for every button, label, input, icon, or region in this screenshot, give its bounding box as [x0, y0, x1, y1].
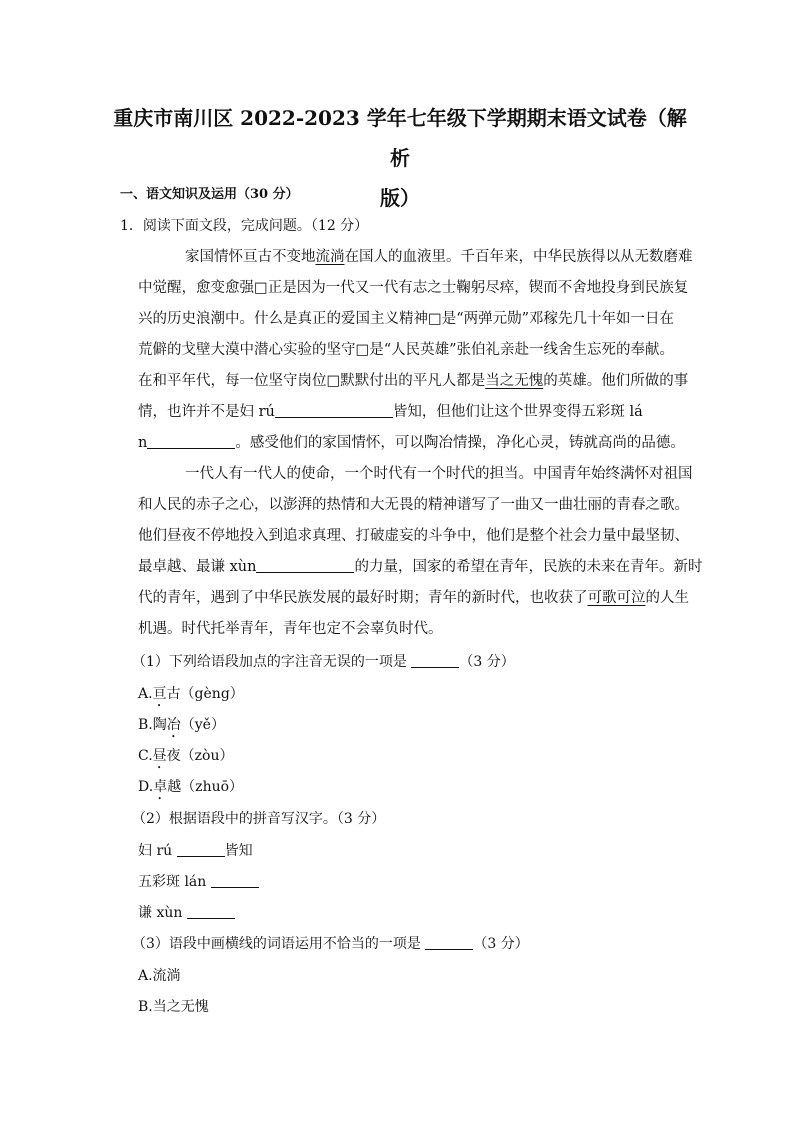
passage-line	[138, 371, 688, 391]
dotted-char: 昼	[152, 748, 167, 764]
option-letter: C.	[138, 748, 153, 764]
pinyin-prompt: 五彩斑 lán	[138, 874, 211, 890]
fill-blank[interactable]	[256, 558, 354, 573]
pinyin-item	[138, 872, 259, 892]
passage-line: 荒僻的戈壁大漠中潜心实验的坚守□是“人民英雄”张伯礼亲赴一线舍生忘死的奉献。	[138, 342, 675, 358]
pinyin-prompt: 妇 rú	[138, 843, 177, 859]
option-text: 古（gèng）	[166, 686, 244, 702]
passage-line: 和人民的赤子之心，以澎湃的热情和大无畏的精神谱写了一曲又一曲壮丽的青春之歌。	[138, 497, 689, 513]
option-c[interactable]	[138, 746, 234, 772]
stem-text: （3）语段中画横线的词语运用不恰当的一项是	[132, 936, 426, 952]
underlined-word: 可歌可泣	[587, 590, 646, 606]
dotted-char: 亘	[152, 686, 167, 702]
section-heading: 一、语文知识及运用（30 分）	[120, 187, 299, 202]
question-1-stem: 1．阅读下面文段，完成问题。（12 分）	[120, 218, 369, 234]
passage-text: 在国人的血液里。千百年来，中华民族得以从无数磨难	[344, 249, 693, 265]
passage-line	[138, 588, 689, 608]
title-line-2: 版）	[380, 186, 420, 210]
option-text: 越（zhuō）	[167, 779, 244, 795]
option-d[interactable]	[138, 777, 243, 803]
option-text: 夜（zòu）	[166, 748, 234, 764]
passage-line: 中觉醒，愈变愈强□正是因为一代又一代有志之士鞠躬尽瘁，锲而不舍地投身到民族复	[138, 280, 689, 296]
stem-score: （3 分）	[459, 654, 515, 670]
option-letter: A.	[138, 686, 153, 702]
pinyin-item	[138, 841, 253, 861]
passage-line: 机遇。时代托举青年，青年也定不会辜负时代。	[138, 621, 443, 637]
option-b[interactable]: B.当之无愧	[138, 999, 209, 1015]
dotted-char: 卓	[153, 779, 168, 795]
option-text: （yě）	[180, 717, 225, 733]
answer-blank[interactable]	[425, 935, 473, 950]
fill-blank[interactable]	[275, 403, 393, 418]
pinyin-prompt: 谦 xùn	[138, 905, 187, 921]
option-a[interactable]	[138, 684, 244, 710]
fill-blank[interactable]	[147, 434, 235, 449]
passage-text: 的人生	[645, 590, 689, 606]
underlined-word: 当之无愧	[485, 373, 544, 389]
option-b[interactable]	[138, 715, 225, 741]
answer-blank[interactable]	[177, 842, 225, 857]
passage-text: 代的青年，遇到了中华民族发展的最好时期；青年的新时代，也收获了	[138, 590, 588, 606]
subquestion-3-stem	[132, 934, 529, 954]
passage-line	[185, 247, 693, 267]
answer-blank[interactable]	[211, 873, 259, 888]
stem-score: （3 分）	[473, 936, 529, 952]
passage-line: 兴的历史浪潮中。什么是真正的爱国主义精神□是“两弹元勋”邓稼先几十年如一日在	[138, 311, 675, 327]
passage-text: 。感受他们的家国情怀，可以陶冶情操，净化心灵，铸就高尚的品德。	[235, 435, 685, 451]
passage-text: n	[138, 435, 148, 451]
subquestion-1-stem	[132, 652, 515, 672]
dotted-char: 冶	[166, 717, 181, 733]
option-a[interactable]: A.流淌	[138, 968, 181, 984]
pinyin-item	[138, 903, 235, 923]
passage-text: 在和平年代，每一位坚守岗位□默默付出的平凡人都是	[138, 373, 486, 389]
passage-line: 他们昼夜不停地投入到追求真理、打破虚妄的斗争中，他们是整个社会力量中最坚韧、	[138, 528, 689, 544]
title-line-1: 重庆市南川区 2022-2023 学年七年级下学期期末语文试卷（解析	[113, 106, 687, 170]
option-text: 陶	[152, 717, 167, 733]
pinyin-suffix: 皆知	[224, 843, 253, 859]
subquestion-2-stem: （2）根据语段中的拼音写汉字。（3 分）	[132, 811, 386, 827]
answer-blank[interactable]	[411, 653, 459, 668]
passage-text: 的力量，国家的希望在青年，民族的未来在青年。新时	[354, 559, 703, 575]
passage-text: 情，也许并不是妇 rú	[138, 404, 275, 420]
stem-text: （1）下列给语段加点的字注音无误的一项是	[132, 654, 412, 670]
passage-text: 家国情怀亘古不变地	[185, 249, 316, 265]
passage-text: 皆知，但他们让这个世界变得五彩斑 lá	[392, 404, 643, 420]
passage-text: 最卓越、最谦 xùn	[138, 559, 257, 575]
passage-line	[138, 557, 702, 577]
option-letter: D.	[138, 779, 154, 795]
passage-text: 的英雄。他们所做的事	[543, 373, 689, 389]
passage-line	[138, 433, 685, 453]
passage-line	[138, 402, 643, 422]
answer-blank[interactable]	[187, 904, 235, 919]
option-letter: B.	[138, 717, 153, 733]
underlined-word: 流淌	[315, 249, 345, 265]
passage-line: 一代人有一代人的使命，一个时代有一个时代的担当。中国青年始终满怀对祖国	[185, 466, 693, 482]
